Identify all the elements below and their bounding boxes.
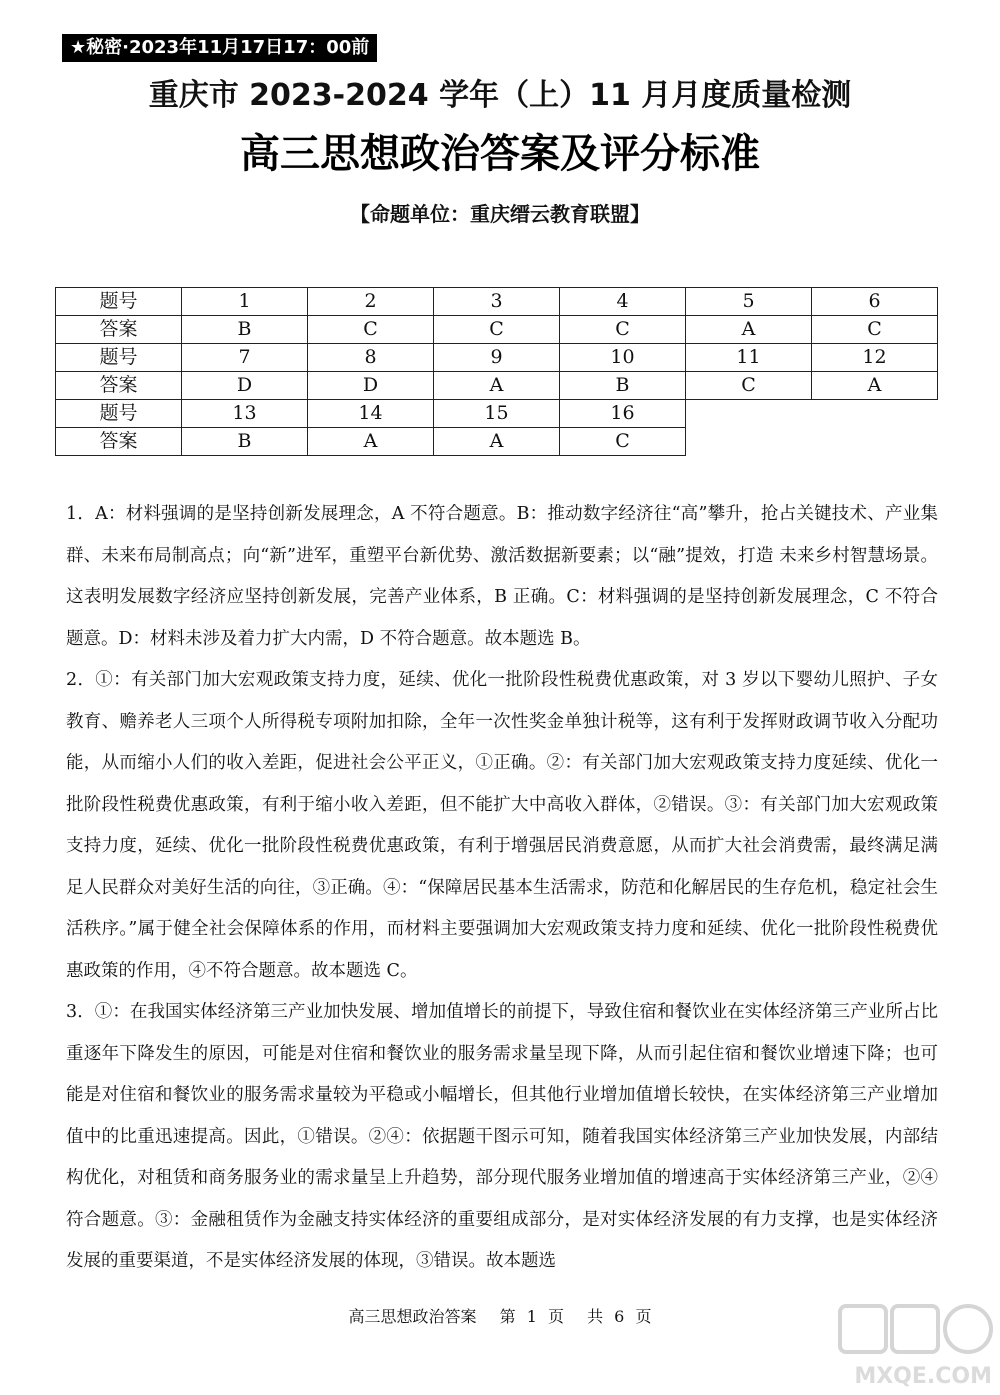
question-number: 16: [560, 400, 686, 428]
answer-cell: C: [686, 372, 812, 400]
explanation-3: 3．①：在我国实体经济第三产业加快发展、增加值增长的前提下，导致住宿和餐饮业在实体经济第三产业所占比重逐年下降发生的原因，可能是对住宿和餐饮业的服务需求量呈现下降，从而引起住宿和餐饮业增速下降；也可能是对住宿和餐饮业的服务需求量较为平稳或小幅增长，但其他行业增加值增长较快，在实体经济第三产业增加值中的比重迅速提高。因此，①错误。②④：依据题干图示可知，随着我国实体经济第三产业加快发展，内部结构优化，对租赁和商务服务业的需求量呈上升趋势，部分现代服务业增加值的增速高于实体经济第三产业，②④符合题意。③：金融租赁作为金融支持实体经济的重要组成部分，是对实体经济发展的有力支撑，也是实体经济发展的重要渠道，不是实体经济发展的体现，③错误。故本题选: [66, 1002, 938, 1271]
watermark-text: MXQE.COM: [854, 1364, 992, 1389]
question-number: 12: [812, 344, 938, 372]
table-row: [56, 288, 938, 316]
empty-cell: [686, 428, 812, 456]
question-number: 11: [686, 344, 812, 372]
answer-table: [55, 287, 938, 456]
question-number: 2: [308, 288, 434, 316]
footer-page-current: 第 1 页: [499, 1307, 564, 1326]
answer-cell: C: [560, 316, 686, 344]
row-label: 答案: [56, 372, 182, 400]
row-label: 答案: [56, 316, 182, 344]
question-number: 10: [560, 344, 686, 372]
confidential-label: ★秘密·2023年11月17日17：00前: [62, 34, 377, 62]
answer-cell: C: [812, 316, 938, 344]
question-number: 5: [686, 288, 812, 316]
answer-cell: B: [560, 372, 686, 400]
question-number: 15: [434, 400, 560, 428]
question-number: 3: [434, 288, 560, 316]
question-number: 6: [812, 288, 938, 316]
footer-doc-name: 高三思想政治答案: [348, 1307, 477, 1326]
empty-cell: [812, 428, 938, 456]
answer-cell: C: [434, 316, 560, 344]
table-row: [56, 372, 938, 400]
answer-cell: A: [686, 316, 812, 344]
answer-cell: D: [182, 372, 308, 400]
table-row: [56, 316, 938, 344]
answer-cell: C: [560, 428, 686, 456]
question-number: 8: [308, 344, 434, 372]
answer-cell: D: [308, 372, 434, 400]
explanation-1: 1．A：材料强调的是坚持创新发展理念，A 不符合题意。B：推动数字经济往“高”攀升，抢占关键技术、产业集群、未来布局制高点；向“新”进军，重塑平台新优势、激活数据新要素；以“融”提效，打造 未来乡村智慧场景。这表明发展数字经济应坚持创新发展，完善产业体系，B 正确。C：材料强调的是坚持创新发展理念，C 不符合题意。D：材料未涉及着力扩大内需，D 不符合题意。故本题选 B。: [66, 504, 938, 649]
question-number: 9: [434, 344, 560, 372]
row-label: 题号: [56, 400, 182, 428]
question-number: 1: [182, 288, 308, 316]
question-number: 7: [182, 344, 308, 372]
watermark-icon: [820, 1300, 1000, 1360]
answer-cell: B: [182, 428, 308, 456]
answer-cell: B: [182, 316, 308, 344]
watermark-logo: [820, 1300, 1000, 1395]
row-label: 题号: [56, 288, 182, 316]
table-row: [56, 400, 938, 428]
issuing-unit: 【命题单位：重庆缙云教育联盟】: [350, 202, 650, 226]
exam-title: 重庆市 2023-2024 学年（上）11 月月度质量检测: [148, 78, 852, 113]
row-label: 题号: [56, 344, 182, 372]
empty-cell: [686, 400, 812, 428]
table-row: [56, 344, 938, 372]
answer-cell: A: [308, 428, 434, 456]
explanations: [66, 494, 938, 1283]
answer-cell: A: [434, 428, 560, 456]
footer-page-total: 共 6 页: [587, 1307, 652, 1326]
question-number: 14: [308, 400, 434, 428]
row-label: 答案: [56, 428, 182, 456]
explanation-2: 2．①：有关部门加大宏观政策支持力度，延续、优化一批阶段性税费优惠政策，对 3 岁以下婴幼儿照护、子女教育、赡养老人三项个人所得税专项附加扣除，全年一次性奖金单独计税等，这有利于发挥财政调节收入分配功能，从而缩小人们的收入差距，促进社会公平正义，①正确。②：有关部门加大宏观政策支持力度延续、优化一批阶段性税费优惠政策，有利于缩小收入差距，但不能扩大中高收入群体，②错误。③：有关部门加大宏观政策支持力度，延续、优化一批阶段性税费优惠政策，有利于增强居民消费意愿，从而扩大社会消费需，最终满足满足人民群众对美好生活的向往，③正确。④：“保障居民基本生活需求，防范和化解居民的生存危机，稳定社会生活秩序。”属于健全社会保障体系的作用，而材料主要强调加大宏观政策支持力度和延续、优化一批阶段性税费优惠政策的作用，④不符合题意。故本题选 C。: [66, 670, 938, 981]
question-number: 13: [182, 400, 308, 428]
answer-cell: A: [812, 372, 938, 400]
answer-cell: C: [308, 316, 434, 344]
document-title: 高三思想政治答案及评分标准: [240, 131, 760, 177]
table-row: [56, 428, 938, 456]
empty-cell: [812, 400, 938, 428]
question-number: 4: [560, 288, 686, 316]
answer-cell: A: [434, 372, 560, 400]
